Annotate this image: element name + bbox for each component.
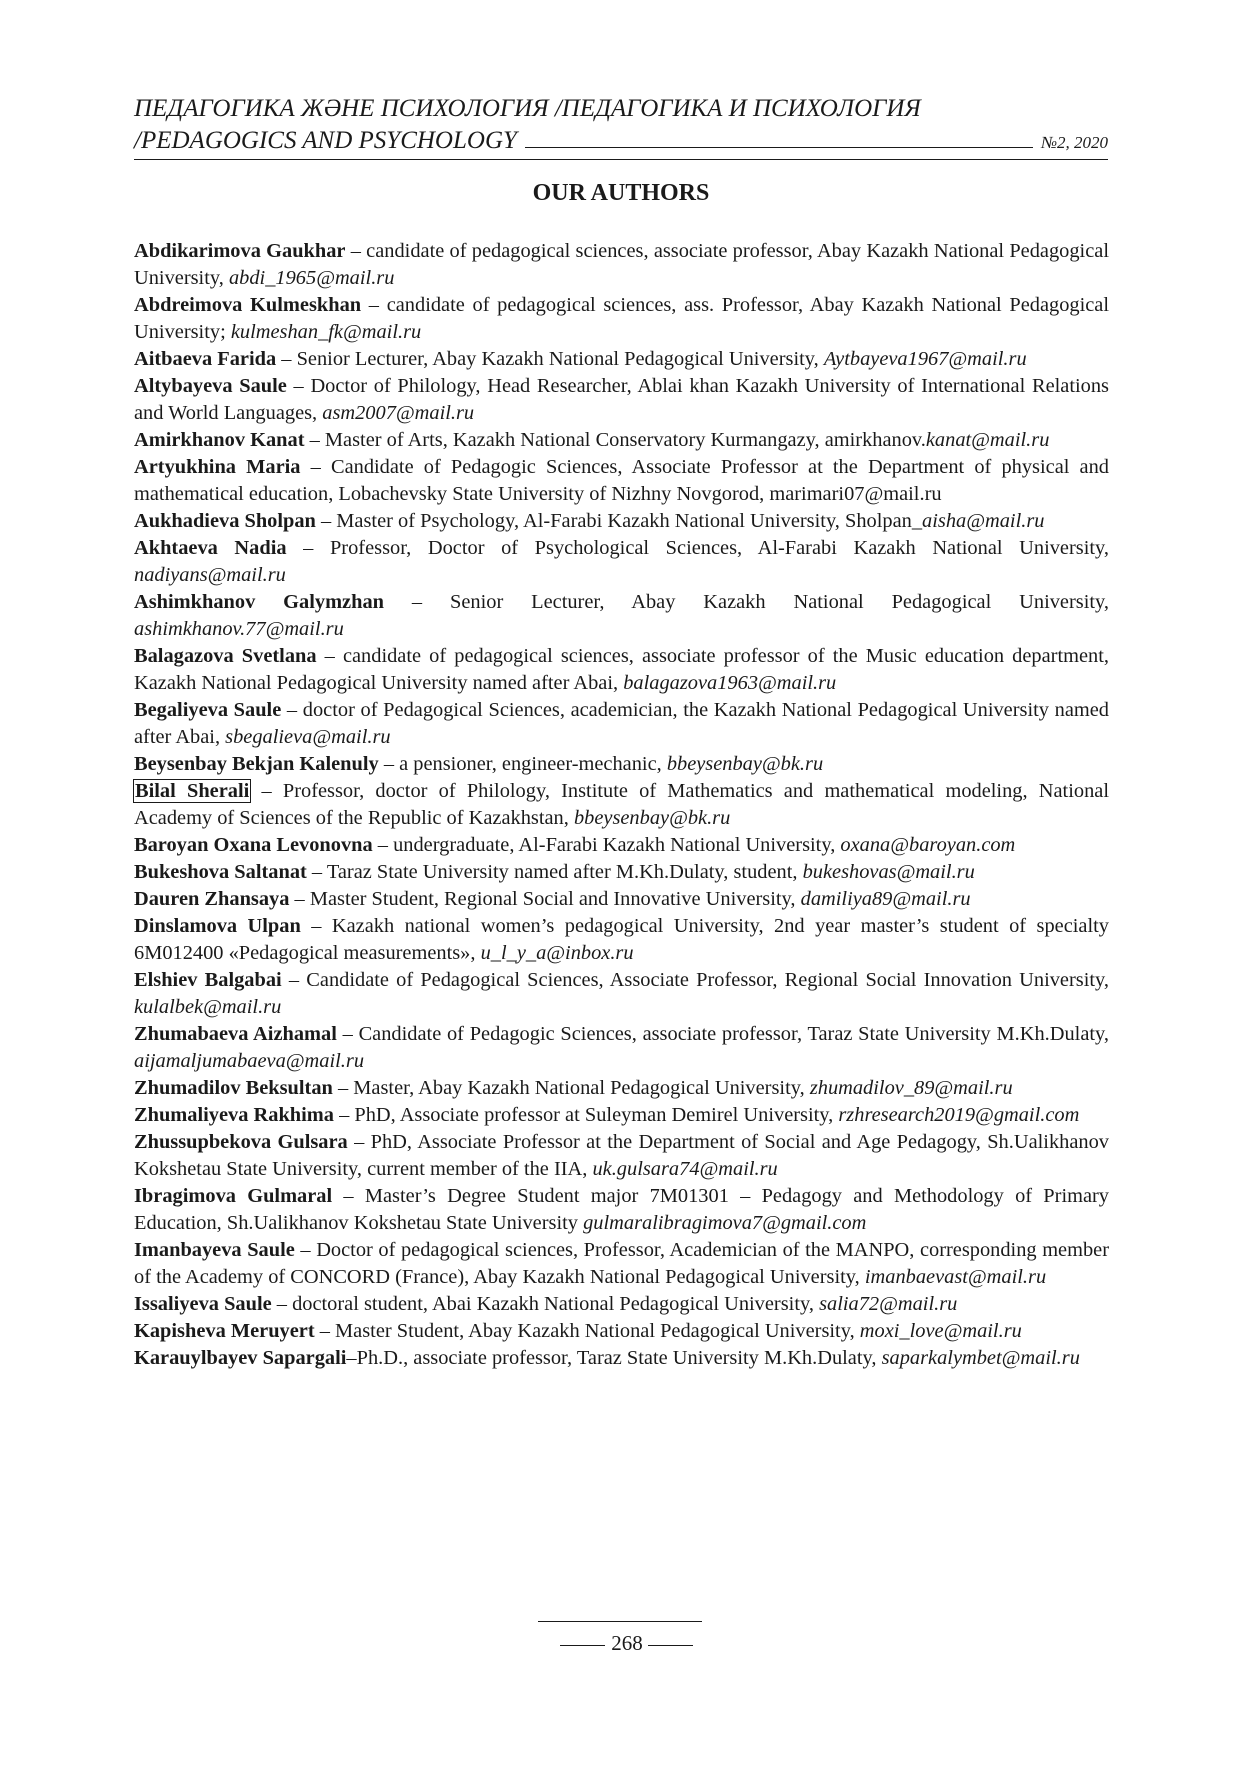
- author-separator: –: [332, 1077, 354, 1099]
- author-name: Ashimkhanov Galymzhan: [134, 591, 384, 613]
- author-description: doctor of Pedagogical Sciences, academician, the Kazakh National Pedagogical University named after Abai,: [134, 699, 1109, 748]
- author-name: Karauylbayev Sapargali: [134, 1347, 347, 1369]
- author-entry: [134, 535, 1109, 589]
- author-entry: [134, 1345, 1109, 1372]
- page-footer: [520, 1619, 720, 1659]
- author-separator: –: [276, 348, 297, 370]
- header-divider: [134, 159, 1108, 160]
- author-entry: [134, 1021, 1109, 1075]
- footer-rule-right: [648, 1645, 693, 1646]
- author-description: Professor, doctor of Philology, Institute of Mathematics and mathematical modeling, National Academy of Sciences of the Republic of Kazakhstan,: [134, 780, 1109, 829]
- author-email: salia72@mail.ru: [819, 1293, 958, 1315]
- author-description: Candidate of Pedagogic Sciences, associate professor, Taraz State University M.Kh.Dulaty,: [358, 1023, 1110, 1045]
- author-separator: –: [345, 240, 367, 262]
- author-name: Zhussupbekova Gulsara: [134, 1131, 348, 1153]
- author-description: Professor, Doctor of Psychological Sciences, Al-Farabi Kazakh National University,: [329, 537, 1109, 559]
- author-entry: [134, 589, 1109, 643]
- author-separator: –: [336, 1023, 359, 1045]
- author-entry: [134, 346, 1109, 373]
- author-email: moxi_love@mail.ru: [859, 1320, 1022, 1342]
- author-name: Balagazova Svetlana: [134, 645, 317, 667]
- page-number: 268: [611, 1631, 643, 1655]
- author-description: Ph.D., associate professor, Taraz State University M.Kh.Dulaty,: [356, 1347, 882, 1369]
- author-separator: –: [378, 753, 400, 775]
- author-description: Doctor of Philology, Head Researcher, Ablai khan Kazakh University of International Relations and World Languages,: [134, 375, 1109, 424]
- author-entry: [134, 1075, 1109, 1102]
- author-name: Akhtaeva Nadia: [134, 537, 287, 559]
- author-email: aijamaljumabaeva@mail.ru: [134, 1050, 365, 1072]
- author-entry: [134, 427, 1109, 454]
- author-name: Bilal Sherali: [135, 780, 250, 802]
- author-description: Doctor of pedagogical sciences, Professor, Academician of the MANPO, corresponding member of the Academy of CONCORD (France), Abay Kazakh National Pedagogical University,: [134, 1239, 1109, 1288]
- author-name: Issaliyeva Saule: [134, 1293, 272, 1315]
- author-description: a pensioner, engineer-mechanic,: [399, 753, 667, 775]
- author-name: Baroyan Oxana Levonovna: [134, 834, 373, 856]
- author-entry: [134, 778, 1109, 832]
- author-description: Master of Psychology, Al-Farabi Kazakh National University, Sholpan_: [336, 510, 923, 532]
- author-name: Imanbayeva Saule: [134, 1239, 295, 1261]
- author-entry: [134, 832, 1109, 859]
- author-email: abdi_1965@mail.ru: [228, 267, 395, 289]
- author-email: aisha@mail.ru: [922, 510, 1045, 532]
- author-name: Zhumadilov Beksultan: [134, 1077, 333, 1099]
- author-name: Zhumabaeva Aizhamal: [134, 1023, 337, 1045]
- author-name: Kapisheva Meruyert: [134, 1320, 315, 1342]
- author-email: imanbaevast@mail.ru: [864, 1266, 1047, 1288]
- footer-rule-top: [538, 1621, 702, 1622]
- author-description: PhD, Associate Professor at the Department of Social and Age Pedagogy, Sh.Ualikhanov Kokshetau State University, current member of the IIA,: [134, 1131, 1109, 1180]
- author-entry: [134, 643, 1109, 697]
- author-description: Taraz State University named after M.Kh.Dulaty, student,: [326, 861, 803, 883]
- author-entry: [134, 454, 1109, 508]
- author-separator: –: [333, 1104, 355, 1126]
- author-entry: [134, 373, 1109, 427]
- author-separator: –: [314, 1320, 336, 1342]
- author-entry: [134, 508, 1109, 535]
- author-name: Abdreimova Kulmeskhan: [134, 294, 362, 316]
- author-entry: [134, 913, 1109, 967]
- author-separator: –: [300, 456, 331, 478]
- author-email: ashimkhanov.77@mail.ru: [134, 618, 344, 640]
- author-email: u_l_y_a@inbox.ru: [480, 942, 634, 964]
- author-email: kanat@mail.ru: [925, 429, 1050, 451]
- author-entry: [134, 1291, 1109, 1318]
- author-separator: –: [250, 780, 283, 802]
- author-description: Master Student, Regional Social and Innovative University,: [309, 888, 801, 910]
- author-entry: [134, 1183, 1109, 1237]
- author-separator: –: [289, 888, 310, 910]
- author-description: Kazakh national women’s pedagogical University, 2nd year master’s student of specialty 6M012400 «Pedagogical measurements»,: [134, 915, 1109, 964]
- author-name: Aukhadieva Sholpan: [134, 510, 316, 532]
- author-entry: [134, 1129, 1109, 1183]
- author-name: Begaliyeva Saule: [134, 699, 282, 721]
- authors-list: [134, 238, 1109, 1372]
- author-email: bbeysenbay@bk.ru: [573, 807, 731, 829]
- author-description: candidate of pedagogical sciences, associate professor of the Music education department, Kazakh National Pedagogical University named after Abai,: [134, 645, 1109, 694]
- author-separator: –: [271, 1293, 293, 1315]
- author-name: Ibragimova Gulmaral: [134, 1185, 333, 1207]
- author-name: Altybayeva Saule: [134, 375, 287, 397]
- author-name: Elshiev Balgabai: [134, 969, 282, 991]
- journal-header-line1: ПЕДАГОГИКА ЖӘНЕ ПСИХОЛОГИЯ /ПЕДАГОГИКА И ПСИХОЛОГИЯ: [134, 95, 921, 122]
- author-name: Abdikarimova Gaukhar: [134, 240, 346, 262]
- author-separator: –: [286, 375, 311, 397]
- journal-header-line2: [134, 126, 1108, 156]
- author-description: candidate of pedagogical sciences, associate professor, Abay Kazakh National Pedagogical University,: [134, 240, 1109, 289]
- author-name: Aitbaeva Farida: [134, 348, 277, 370]
- author-email: kulmeshan_fk@mail.ru: [230, 321, 422, 343]
- author-email: bukeshovas@mail.ru: [802, 861, 975, 883]
- author-description: Candidate of Pedagogical Sciences, Associate Professor, Regional Social Innovation University,: [306, 969, 1110, 991]
- author-separator: –: [281, 699, 303, 721]
- author-name: Bukeshova Saltanat: [134, 861, 307, 883]
- author-separator: –: [300, 915, 332, 937]
- author-email: bbeysenbay@bk.ru: [666, 753, 824, 775]
- author-email: zhumadilov_89@mail.ru: [809, 1077, 1013, 1099]
- author-email: damiliya89@mail.ru: [800, 888, 971, 910]
- author-separator: –: [316, 645, 343, 667]
- author-entry: [134, 751, 1109, 778]
- author-entry: [134, 967, 1109, 1021]
- author-description: Senior Lecturer, Abay Kazakh National Pedagogical University,: [296, 348, 824, 370]
- author-name: Dauren Zhansaya: [134, 888, 290, 910]
- author-email: kulalbek@mail.ru: [134, 996, 282, 1018]
- author-email: Aytbayeva1967@mail.ru: [823, 348, 1027, 370]
- author-description: Master Student, Abay Kazakh National Pedagogical University,: [335, 1320, 860, 1342]
- author-name: Amirkhanov Kanat: [134, 429, 305, 451]
- author-separator: –: [384, 591, 450, 613]
- author-separator: –: [286, 537, 330, 559]
- issue-number: №2, 2020: [1040, 133, 1108, 152]
- author-separator: –: [347, 1131, 371, 1153]
- author-separator: –: [306, 861, 327, 883]
- author-entry: [134, 292, 1109, 346]
- author-description: Master of Arts, Kazakh National Conservatory Kurmangazy, amirkhanov.: [324, 429, 926, 451]
- footer-rule-left: [560, 1645, 605, 1646]
- author-email: balagazova1963@mail.ru: [623, 672, 837, 694]
- author-email: gulmaralibragimova7@gmail.com: [583, 1212, 867, 1234]
- author-name: Artyukhina Maria: [134, 456, 301, 478]
- author-email: uk.gulsara74@mail.ru: [592, 1158, 778, 1180]
- author-email: rzhresearch2019@gmail.com: [838, 1104, 1080, 1126]
- author-separator: –: [281, 969, 307, 991]
- author-separator: –: [372, 834, 394, 856]
- author-name: Zhumaliyeva Rakhima: [134, 1104, 334, 1126]
- author-email: nadiyans@mail.ru: [134, 564, 286, 586]
- author-entry: [134, 1102, 1109, 1129]
- author-entry: [134, 1318, 1109, 1345]
- author-description: PhD, Associate professor at Suleyman Demirel University,: [354, 1104, 839, 1126]
- author-entry: [134, 1237, 1109, 1291]
- author-description: candidate of pedagogical sciences, ass. Professor, Abay Kazakh National Pedagogical University;: [134, 294, 1110, 343]
- author-description: undergraduate, Al-Farabi Kazakh National University,: [393, 834, 841, 856]
- author-separator: –: [294, 1239, 317, 1261]
- author-entry: [134, 238, 1109, 292]
- author-entry: [134, 859, 1109, 886]
- page-title: OUR AUTHORS: [532, 180, 710, 206]
- author-separator: –: [332, 1185, 365, 1207]
- header-rule: [525, 147, 1033, 148]
- author-email: saparkalymbet@mail.ru: [881, 1347, 1080, 1369]
- author-entry: [134, 697, 1109, 751]
- author-description: Master, Abay Kazakh National Pedagogical University,: [353, 1077, 810, 1099]
- author-email: asm2007@mail.ru: [322, 402, 475, 424]
- author-description: Senior Lecturer, Abay Kazakh National Pedagogical University,: [450, 591, 1110, 613]
- author-description: Master’s Degree Student major 7M01301 – Pedagogy and Methodology of Primary Education, Sh.Ualikhanov Kokshetau State University: [134, 1185, 1109, 1234]
- journal-name-english: /PEDAGOGICS AND PSYCHOLOGY: [134, 127, 517, 154]
- author-name: Beysenbay Bekjan Kalenuly: [134, 753, 379, 775]
- author-separator: –: [361, 294, 387, 316]
- author-separator: –: [304, 429, 325, 451]
- author-name: Dinslamova Ulpan: [134, 915, 301, 937]
- author-separator: –: [315, 510, 337, 532]
- author-email: oxana@baroyan.com: [840, 834, 1016, 856]
- author-description: doctoral student, Abai Kazakh National Pedagogical University,: [292, 1293, 820, 1315]
- author-description: Candidate of Pedagogic Sciences, Associate Professor at the Department of physical and mathematical education, Lobachevsky State University of Nizhny Novgorod, marimari07@mail.ru: [134, 456, 1109, 505]
- author-entry: [134, 886, 1109, 913]
- author-separator: –: [346, 1347, 357, 1369]
- author-email: sbegalieva@mail.ru: [225, 726, 391, 748]
